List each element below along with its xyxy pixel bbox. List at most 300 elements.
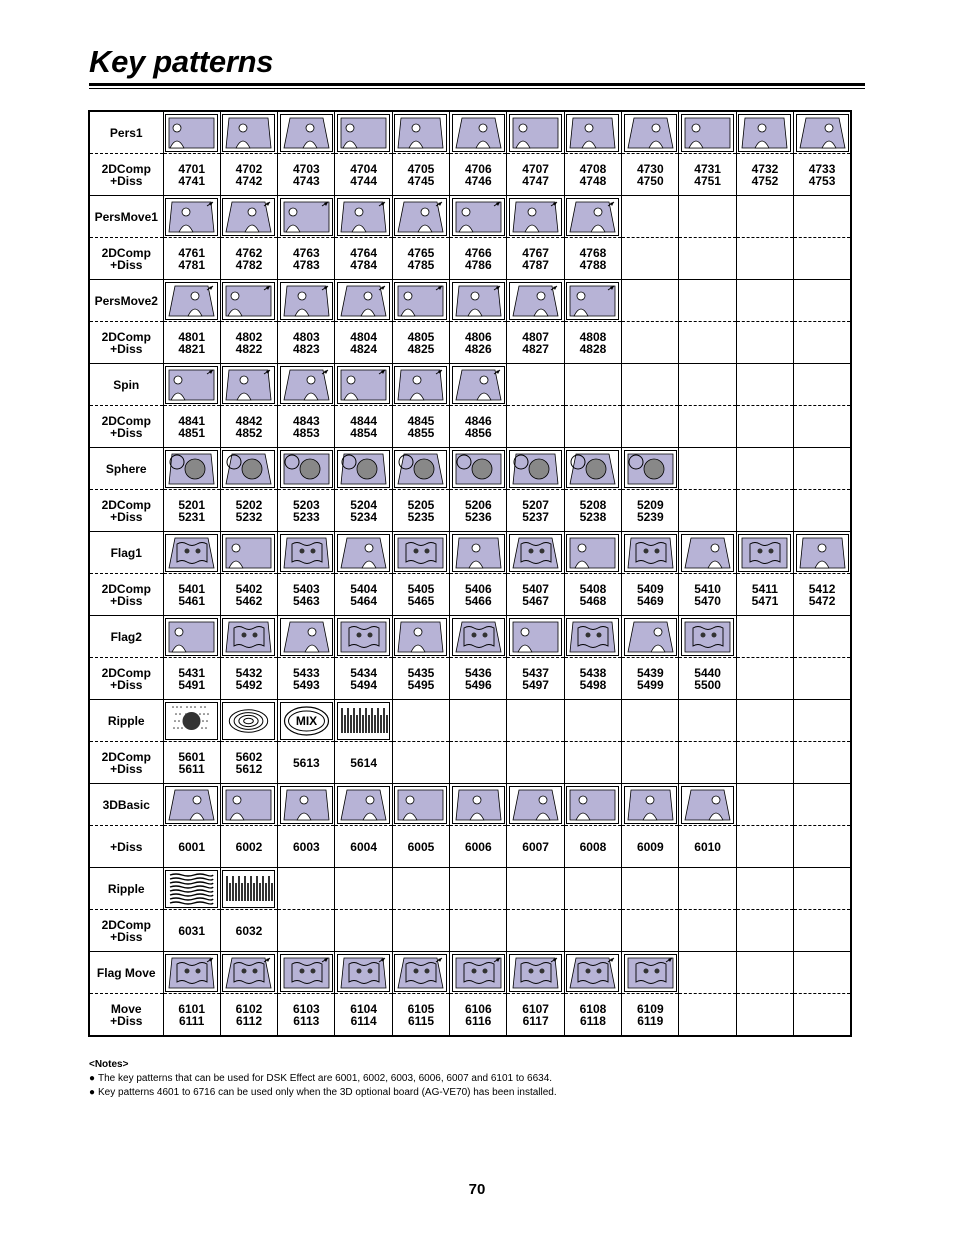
title-underline bbox=[89, 83, 865, 86]
empty-cell bbox=[679, 868, 736, 910]
empty-cell bbox=[736, 952, 793, 994]
pattern-thumbnail-cell bbox=[278, 280, 335, 322]
empty-cell bbox=[622, 700, 679, 742]
empty-cell bbox=[794, 322, 851, 364]
pattern-thumbnail-cell bbox=[278, 364, 335, 406]
pattern-thumbnail-cell bbox=[220, 196, 277, 238]
pattern-thumbnail-cell bbox=[335, 448, 392, 490]
empty-cell bbox=[564, 406, 621, 448]
pattern-thumbnail-cell bbox=[450, 364, 507, 406]
pattern-thumbnail-cell bbox=[335, 532, 392, 574]
pattern-number: 5207 5237 bbox=[507, 490, 564, 532]
pattern-number: 4733 4753 bbox=[794, 154, 851, 196]
pattern-thumbnail-cell bbox=[564, 616, 621, 658]
mode-label: 2DComp +Diss bbox=[89, 490, 163, 532]
pattern-number-row bbox=[89, 574, 851, 616]
pattern-thumbnail-cell bbox=[564, 784, 621, 826]
flag-thumbnail bbox=[681, 618, 734, 656]
empty-cell bbox=[736, 280, 793, 322]
empty-cell bbox=[450, 700, 507, 742]
pattern-thumbnail-cell bbox=[622, 448, 679, 490]
pattern-thumbnail-cell bbox=[450, 952, 507, 994]
pattern-number: 5202 5232 bbox=[220, 490, 277, 532]
pattern-number: 4806 4826 bbox=[450, 322, 507, 364]
pattern-thumbnail-cell bbox=[278, 196, 335, 238]
empty-cell bbox=[507, 742, 564, 784]
basic3d-thumbnail bbox=[337, 786, 390, 824]
pattern-number: 4807 4827 bbox=[507, 322, 564, 364]
pattern-number: 4706 4746 bbox=[450, 154, 507, 196]
pers-thumbnail bbox=[509, 114, 562, 152]
pattern-number: 6103 6113 bbox=[278, 994, 335, 1037]
flag-thumbnail bbox=[452, 618, 505, 656]
pattern-thumbnail-cell bbox=[163, 784, 220, 826]
empty-cell bbox=[278, 868, 335, 910]
pers-thumbnail bbox=[681, 114, 734, 152]
empty-cell bbox=[794, 910, 851, 952]
flag-thumbnail bbox=[280, 534, 333, 572]
empty-cell bbox=[736, 196, 793, 238]
empty-cell bbox=[736, 448, 793, 490]
flag-thumbnail bbox=[394, 618, 447, 656]
flag-thumbnail bbox=[738, 534, 791, 572]
sphere-thumbnail bbox=[452, 450, 505, 488]
empty-cell bbox=[507, 700, 564, 742]
flagmove-thumbnail bbox=[337, 954, 390, 992]
basic3d-thumbnail bbox=[452, 786, 505, 824]
basic3d-thumbnail bbox=[280, 786, 333, 824]
empty-cell bbox=[507, 910, 564, 952]
empty-cell bbox=[736, 364, 793, 406]
pattern-number: 4764 4784 bbox=[335, 238, 392, 280]
empty-cell bbox=[679, 994, 736, 1037]
persmove-thumbnail bbox=[337, 282, 390, 320]
pers-thumbnail bbox=[222, 114, 275, 152]
pattern-thumbnail-cell bbox=[507, 196, 564, 238]
pattern-thumbnail-cell bbox=[450, 196, 507, 238]
spin-thumbnail bbox=[394, 366, 447, 404]
empty-cell bbox=[679, 280, 736, 322]
pattern-thumbnail-cell bbox=[736, 532, 793, 574]
pattern-number: 5432 5492 bbox=[220, 658, 277, 700]
category-label: 3DBasic bbox=[89, 784, 163, 826]
pattern-number: 4702 4742 bbox=[220, 154, 277, 196]
persmove-thumbnail bbox=[280, 282, 333, 320]
empty-cell bbox=[794, 742, 851, 784]
persmove-thumbnail bbox=[222, 198, 275, 236]
pattern-thumbnail-cell bbox=[163, 448, 220, 490]
pattern-thumbnail-cell bbox=[335, 700, 392, 742]
pattern-number: 5208 5238 bbox=[564, 490, 621, 532]
mode-label: Move +Diss bbox=[89, 994, 163, 1037]
empty-cell bbox=[736, 826, 793, 868]
empty-cell bbox=[507, 406, 564, 448]
page-number: 70 bbox=[468, 1181, 486, 1198]
mode-label: 2DComp +Diss bbox=[89, 406, 163, 448]
empty-cell bbox=[679, 196, 736, 238]
empty-cell bbox=[622, 364, 679, 406]
pattern-number: 6001 bbox=[163, 826, 220, 868]
pattern-image-row bbox=[89, 364, 851, 406]
sphere-thumbnail bbox=[394, 450, 447, 488]
pattern-number: 6007 bbox=[507, 826, 564, 868]
page-title: Key patterns bbox=[89, 44, 274, 79]
pattern-number: 6108 6118 bbox=[564, 994, 621, 1037]
persmove-thumbnail bbox=[452, 282, 505, 320]
category-label: Ripple bbox=[89, 868, 163, 910]
pattern-number: 5602 5612 bbox=[220, 742, 277, 784]
empty-cell bbox=[564, 700, 621, 742]
flagmove-thumbnail bbox=[394, 954, 447, 992]
pattern-number: 5411 5471 bbox=[736, 574, 793, 616]
basic3d-thumbnail bbox=[566, 786, 619, 824]
pattern-thumbnail-cell bbox=[163, 952, 220, 994]
pattern-number-row bbox=[89, 490, 851, 532]
pattern-thumbnail-cell bbox=[794, 532, 851, 574]
pattern-image-row bbox=[89, 868, 851, 910]
sphere-thumbnail bbox=[165, 450, 218, 488]
pattern-thumbnail-cell bbox=[392, 364, 449, 406]
pattern-thumbnail-cell bbox=[679, 532, 736, 574]
pattern-thumbnail-cell bbox=[278, 532, 335, 574]
bullet-icon: ● bbox=[89, 1073, 96, 1084]
pattern-number: 4808 4828 bbox=[564, 322, 621, 364]
pattern-number: 6009 bbox=[622, 826, 679, 868]
empty-cell bbox=[622, 238, 679, 280]
persmove-thumbnail bbox=[222, 282, 275, 320]
pattern-number: 6031 bbox=[163, 910, 220, 952]
empty-cell bbox=[794, 952, 851, 994]
pattern-number: 5601 5611 bbox=[163, 742, 220, 784]
pattern-number: 5613 bbox=[278, 742, 335, 784]
empty-cell bbox=[392, 742, 449, 784]
note-text: Key patterns 4601 to 6716 can be used only when the 3D optional board (AG-VE70) has been installed. bbox=[98, 1087, 557, 1098]
empty-cell bbox=[679, 322, 736, 364]
empty-cell bbox=[507, 364, 564, 406]
persmove-thumbnail bbox=[394, 198, 447, 236]
pattern-number: 5437 5497 bbox=[507, 658, 564, 700]
pattern-number: 4704 4744 bbox=[335, 154, 392, 196]
pattern-thumbnail-cell bbox=[392, 111, 449, 154]
pattern-number: 5403 5463 bbox=[278, 574, 335, 616]
empty-cell bbox=[679, 742, 736, 784]
empty-cell bbox=[622, 406, 679, 448]
flag-thumbnail bbox=[165, 618, 218, 656]
persmove-thumbnail bbox=[566, 198, 619, 236]
pattern-thumbnail-cell bbox=[622, 532, 679, 574]
mode-label: 2DComp +Diss bbox=[89, 154, 163, 196]
sphere-thumbnail bbox=[624, 450, 677, 488]
empty-cell bbox=[794, 616, 851, 658]
pattern-number: 6008 bbox=[564, 826, 621, 868]
pattern-number-row bbox=[89, 910, 851, 952]
flag-thumbnail bbox=[509, 618, 562, 656]
ripple-thumbnail bbox=[280, 702, 333, 740]
pattern-number: 4845 4855 bbox=[392, 406, 449, 448]
empty-cell bbox=[450, 868, 507, 910]
pattern-number: 6006 bbox=[450, 826, 507, 868]
pattern-number: 6106 6116 bbox=[450, 994, 507, 1037]
empty-cell bbox=[564, 364, 621, 406]
pattern-thumbnail-cell bbox=[220, 784, 277, 826]
pattern-number: 5439 5499 bbox=[622, 658, 679, 700]
empty-cell bbox=[794, 700, 851, 742]
persmove-thumbnail bbox=[394, 282, 447, 320]
empty-cell bbox=[794, 826, 851, 868]
pattern-number: 6002 bbox=[220, 826, 277, 868]
pattern-thumbnail-cell bbox=[163, 364, 220, 406]
pattern-thumbnail-cell bbox=[507, 532, 564, 574]
pattern-thumbnail-cell bbox=[736, 111, 793, 154]
pattern-image-row bbox=[89, 448, 851, 490]
pattern-number: 6101 6111 bbox=[163, 994, 220, 1037]
pattern-thumbnail-cell bbox=[564, 532, 621, 574]
pattern-number: 5401 5461 bbox=[163, 574, 220, 616]
pattern-thumbnail-cell bbox=[335, 364, 392, 406]
flag-thumbnail bbox=[796, 534, 849, 572]
empty-cell bbox=[622, 196, 679, 238]
ripple-thumbnail bbox=[222, 870, 275, 908]
pattern-thumbnail-cell bbox=[564, 280, 621, 322]
pattern-number: 4766 4786 bbox=[450, 238, 507, 280]
pattern-thumbnail-cell bbox=[220, 364, 277, 406]
pattern-number: 5436 5496 bbox=[450, 658, 507, 700]
pattern-thumbnail-cell bbox=[794, 111, 851, 154]
pattern-thumbnail-cell bbox=[220, 868, 277, 910]
empty-cell bbox=[392, 700, 449, 742]
pattern-number: 5408 5468 bbox=[564, 574, 621, 616]
spin-thumbnail bbox=[222, 366, 275, 404]
pattern-image-row bbox=[89, 196, 851, 238]
pattern-image-row bbox=[89, 111, 851, 154]
empty-cell bbox=[794, 406, 851, 448]
empty-cell bbox=[335, 910, 392, 952]
pattern-thumbnail-cell bbox=[220, 448, 277, 490]
pattern-thumbnail-cell bbox=[163, 111, 220, 154]
pers-thumbnail bbox=[165, 114, 218, 152]
pattern-number: 4703 4743 bbox=[278, 154, 335, 196]
pattern-thumbnail-cell bbox=[507, 280, 564, 322]
basic3d-thumbnail bbox=[681, 786, 734, 824]
pattern-number: 4843 4853 bbox=[278, 406, 335, 448]
flag-thumbnail bbox=[337, 534, 390, 572]
empty-cell bbox=[736, 616, 793, 658]
empty-cell bbox=[794, 490, 851, 532]
empty-cell bbox=[736, 490, 793, 532]
pattern-number: 4701 4741 bbox=[163, 154, 220, 196]
pattern-thumbnail-cell bbox=[450, 532, 507, 574]
pattern-number: 4768 4788 bbox=[564, 238, 621, 280]
pattern-thumbnail-cell bbox=[335, 952, 392, 994]
empty-cell bbox=[679, 364, 736, 406]
pattern-number: 5402 5462 bbox=[220, 574, 277, 616]
pattern-number: 5205 5235 bbox=[392, 490, 449, 532]
pattern-thumbnail-cell bbox=[278, 111, 335, 154]
svg-text:MIX: MIX bbox=[295, 713, 317, 728]
pattern-thumbnail-cell bbox=[564, 111, 621, 154]
flag-thumbnail bbox=[624, 534, 677, 572]
category-label: PersMove2 bbox=[89, 280, 163, 322]
pattern-number: 5406 5466 bbox=[450, 574, 507, 616]
flag-thumbnail bbox=[165, 534, 218, 572]
pattern-thumbnail-cell bbox=[507, 448, 564, 490]
pattern-thumbnail-cell bbox=[679, 784, 736, 826]
empty-cell bbox=[794, 448, 851, 490]
pattern-number: 5201 5231 bbox=[163, 490, 220, 532]
flag-thumbnail bbox=[624, 618, 677, 656]
ripple-thumbnail bbox=[222, 702, 275, 740]
pattern-number: 4846 4856 bbox=[450, 406, 507, 448]
pattern-thumbnail-cell bbox=[163, 196, 220, 238]
spin-thumbnail bbox=[280, 366, 333, 404]
empty-cell bbox=[679, 490, 736, 532]
mode-label: +Diss bbox=[89, 826, 163, 868]
pattern-number-row bbox=[89, 826, 851, 868]
empty-cell bbox=[392, 868, 449, 910]
pattern-number: 5440 5500 bbox=[679, 658, 736, 700]
pattern-number: 5405 5465 bbox=[392, 574, 449, 616]
pattern-number: 5614 bbox=[335, 742, 392, 784]
pattern-number-row bbox=[89, 742, 851, 784]
pattern-thumbnail-cell bbox=[507, 784, 564, 826]
pattern-thumbnail-cell bbox=[392, 448, 449, 490]
pattern-number: 4705 4745 bbox=[392, 154, 449, 196]
pattern-thumbnail-cell bbox=[278, 616, 335, 658]
pattern-number: 5407 5467 bbox=[507, 574, 564, 616]
pattern-thumbnail-cell bbox=[622, 952, 679, 994]
pattern-number: 6109 6119 bbox=[622, 994, 679, 1037]
persmove-thumbnail bbox=[566, 282, 619, 320]
pers-thumbnail bbox=[394, 114, 447, 152]
note-item bbox=[89, 1072, 557, 1086]
flag-thumbnail bbox=[337, 618, 390, 656]
empty-cell bbox=[736, 322, 793, 364]
flag-thumbnail bbox=[681, 534, 734, 572]
empty-cell bbox=[794, 280, 851, 322]
pattern-thumbnail-cell bbox=[392, 196, 449, 238]
mode-label: 2DComp +Diss bbox=[89, 238, 163, 280]
sphere-thumbnail bbox=[337, 450, 390, 488]
pattern-thumbnail-cell bbox=[679, 616, 736, 658]
pattern-thumbnail-cell bbox=[278, 700, 335, 742]
empty-cell bbox=[679, 406, 736, 448]
pattern-thumbnail-cell bbox=[163, 532, 220, 574]
pattern-number-row bbox=[89, 994, 851, 1037]
sphere-thumbnail bbox=[566, 450, 619, 488]
category-label: Flag Move bbox=[89, 952, 163, 994]
pattern-thumbnail-cell bbox=[622, 616, 679, 658]
pattern-thumbnail-cell bbox=[220, 700, 277, 742]
empty-cell bbox=[794, 196, 851, 238]
mode-label: 2DComp +Diss bbox=[89, 658, 163, 700]
basic3d-thumbnail bbox=[509, 786, 562, 824]
pattern-number: 6104 6114 bbox=[335, 994, 392, 1037]
pattern-number: 4730 4750 bbox=[622, 154, 679, 196]
pattern-number: 4805 4825 bbox=[392, 322, 449, 364]
persmove-thumbnail bbox=[452, 198, 505, 236]
spin-thumbnail bbox=[165, 366, 218, 404]
pattern-number: 4841 4851 bbox=[163, 406, 220, 448]
pattern-number: 4707 4747 bbox=[507, 154, 564, 196]
flagmove-thumbnail bbox=[509, 954, 562, 992]
empty-cell bbox=[679, 952, 736, 994]
pattern-image-row bbox=[89, 700, 851, 742]
empty-cell bbox=[794, 364, 851, 406]
pers-thumbnail bbox=[452, 114, 505, 152]
flag-thumbnail bbox=[509, 534, 562, 572]
flag-thumbnail bbox=[280, 618, 333, 656]
pattern-number: 4767 4787 bbox=[507, 238, 564, 280]
empty-cell bbox=[736, 784, 793, 826]
pattern-thumbnail-cell bbox=[564, 448, 621, 490]
pattern-number: 4765 4785 bbox=[392, 238, 449, 280]
pattern-number: 4761 4781 bbox=[163, 238, 220, 280]
pattern-thumbnail-cell bbox=[335, 196, 392, 238]
pers-thumbnail bbox=[738, 114, 791, 152]
pattern-number: 4803 4823 bbox=[278, 322, 335, 364]
pattern-thumbnail-cell bbox=[450, 448, 507, 490]
pattern-number: 4844 4854 bbox=[335, 406, 392, 448]
pattern-thumbnail-cell bbox=[564, 196, 621, 238]
empty-cell bbox=[794, 994, 851, 1037]
pattern-image-row bbox=[89, 280, 851, 322]
ripple-thumbnail bbox=[165, 870, 218, 908]
pattern-image-row bbox=[89, 616, 851, 658]
persmove-thumbnail bbox=[280, 198, 333, 236]
empty-cell bbox=[564, 868, 621, 910]
flagmove-thumbnail bbox=[624, 954, 677, 992]
pattern-number-row bbox=[89, 238, 851, 280]
empty-cell bbox=[622, 280, 679, 322]
pattern-number: 5206 5236 bbox=[450, 490, 507, 532]
flagmove-thumbnail bbox=[452, 954, 505, 992]
pattern-number: 5431 5491 bbox=[163, 658, 220, 700]
empty-cell bbox=[507, 868, 564, 910]
basic3d-thumbnail bbox=[394, 786, 447, 824]
category-label: PersMove1 bbox=[89, 196, 163, 238]
pattern-number: 4801 4821 bbox=[163, 322, 220, 364]
pattern-number: 6010 bbox=[679, 826, 736, 868]
pattern-image-row bbox=[89, 532, 851, 574]
empty-cell bbox=[736, 868, 793, 910]
empty-cell bbox=[794, 868, 851, 910]
sphere-thumbnail bbox=[222, 450, 275, 488]
pattern-thumbnail-cell bbox=[220, 532, 277, 574]
pattern-thumbnail-cell bbox=[335, 616, 392, 658]
pattern-thumbnail-cell bbox=[220, 952, 277, 994]
empty-cell bbox=[736, 406, 793, 448]
pattern-number: 5434 5494 bbox=[335, 658, 392, 700]
pattern-number: 6003 bbox=[278, 826, 335, 868]
notes-heading: <Notes> bbox=[89, 1059, 129, 1070]
pattern-number: 4732 4752 bbox=[736, 154, 793, 196]
bullet-icon: ● bbox=[89, 1087, 96, 1098]
pattern-number: 5203 5233 bbox=[278, 490, 335, 532]
pattern-number: 6105 6115 bbox=[392, 994, 449, 1037]
pattern-number: 4731 4751 bbox=[679, 154, 736, 196]
pattern-thumbnail-cell bbox=[679, 111, 736, 154]
flag-thumbnail bbox=[566, 618, 619, 656]
empty-cell bbox=[622, 742, 679, 784]
empty-cell bbox=[335, 868, 392, 910]
empty-cell bbox=[622, 322, 679, 364]
sphere-thumbnail bbox=[509, 450, 562, 488]
pattern-thumbnail-cell bbox=[220, 111, 277, 154]
persmove-thumbnail bbox=[165, 198, 218, 236]
pattern-number: 5412 5472 bbox=[794, 574, 851, 616]
empty-cell bbox=[794, 784, 851, 826]
mode-label: 2DComp +Diss bbox=[89, 574, 163, 616]
